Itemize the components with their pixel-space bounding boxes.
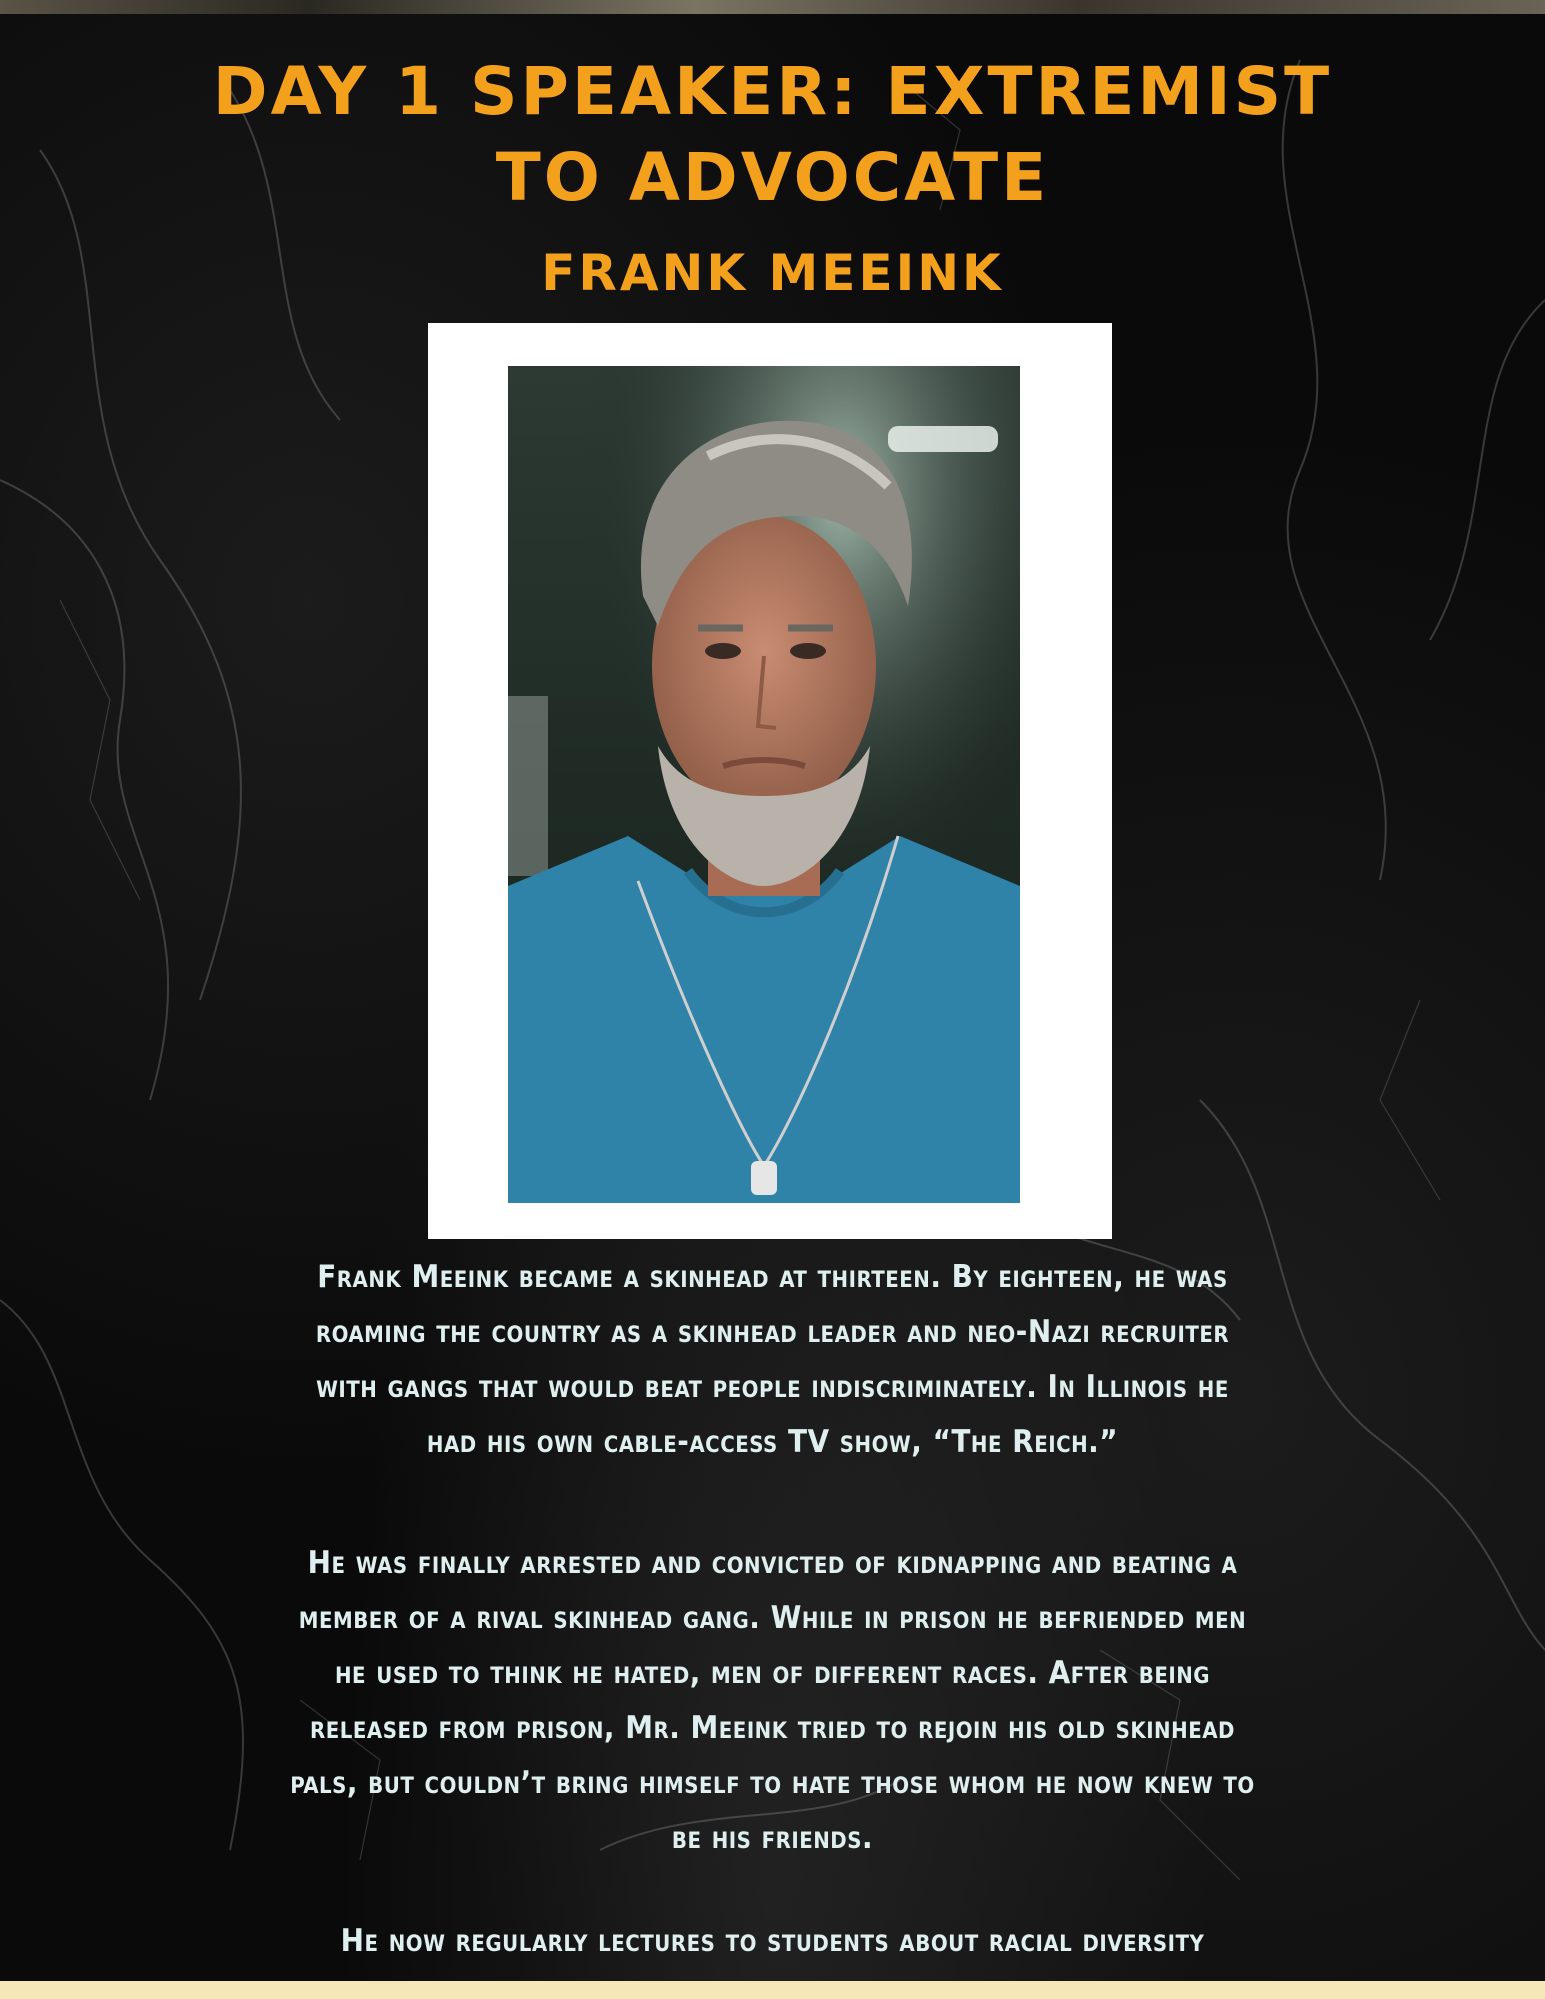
bio-line: He was finally arrested and convicted of kidnapping and beating a bbox=[307, 1545, 1238, 1581]
bio-line: be his friends. bbox=[671, 1820, 874, 1856]
speaker-photo bbox=[508, 366, 1020, 1203]
speaker-name: FRANK MEEINK bbox=[541, 244, 1004, 302]
event-title-line1: DAY 1 SPEAKER: EXTREMIST bbox=[212, 53, 1333, 130]
bio-paragraph-3 bbox=[100, 1914, 1445, 1969]
bio-line: he used to think he hated, men of different races. After being bbox=[334, 1655, 1211, 1691]
bio-line: had his own cable-access TV show, “The Reich.” bbox=[426, 1424, 1119, 1460]
photo-frame bbox=[428, 323, 1112, 1239]
bottom-accent-strip bbox=[0, 1981, 1545, 1999]
bio-line: pals, but couldn’t bring himself to hate those whom he now knew to bbox=[290, 1765, 1255, 1801]
bio-line: roaming the country as a skinhead leader and neo-Nazi recruiter bbox=[315, 1314, 1230, 1350]
bio-line: member of a rival skinhead gang. While in prison he befriended men bbox=[298, 1600, 1247, 1636]
top-torn-edge bbox=[0, 0, 1545, 14]
bio-line: with gangs that would beat people indiscriminately. In Illinois he bbox=[316, 1369, 1229, 1405]
bio-line: He now regularly lectures to students about racial diversity bbox=[340, 1923, 1205, 1959]
bio-paragraph-2 bbox=[100, 1536, 1445, 1866]
bio-paragraph-1 bbox=[100, 1250, 1445, 1470]
bio-line: Frank Meeink became a skinhead at thirteen. By eighteen, he was bbox=[317, 1259, 1228, 1295]
bio-line: released from prison, Mr. Meeink tried to rejoin his old skinhead bbox=[310, 1710, 1235, 1746]
event-title-line2: TO ADVOCATE bbox=[495, 139, 1050, 216]
